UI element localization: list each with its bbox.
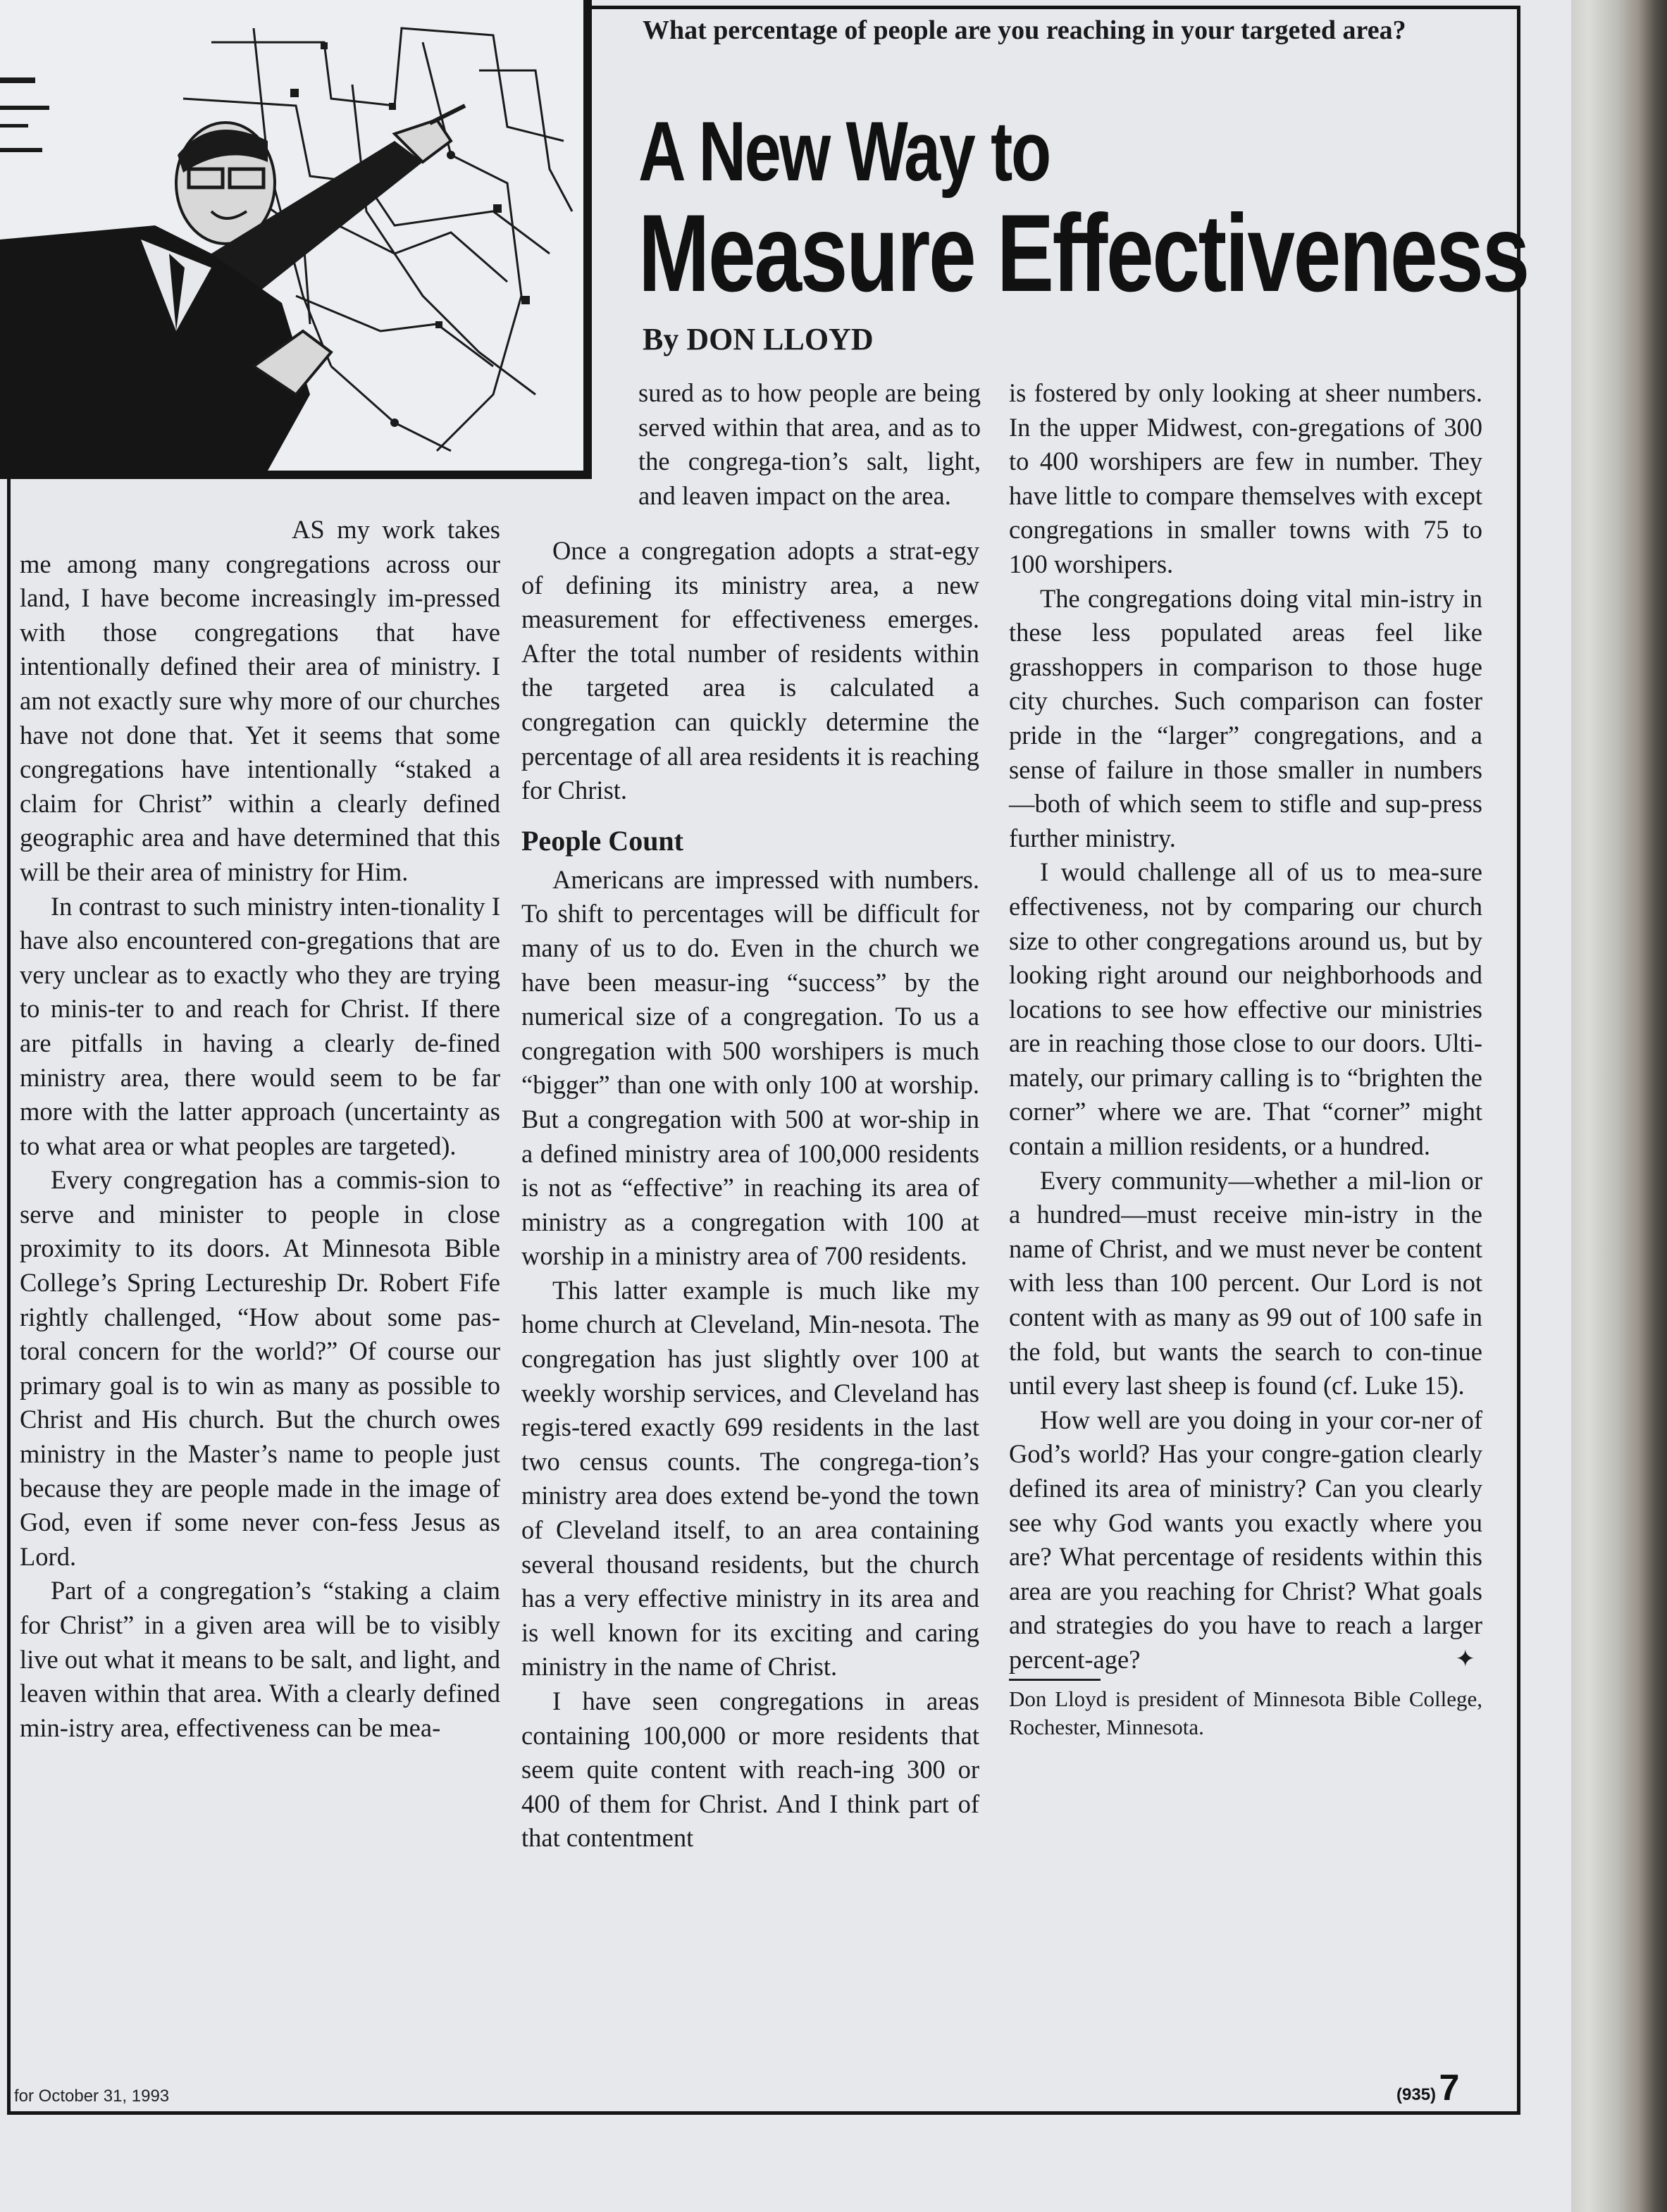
column-3	[1009, 376, 1482, 1741]
paragraph: This latter example is much like my home church at Cleveland, Min-nesota. The congregation has just slightly over 100 at weekly worship services, and Cleveland has regis-tered exactly 699 residents in the last two census counts. The congrega-tion’s ministry area does extend be-yond the town of Cleveland itself, to an area containing several thousand residents, but the church has a very effective ministry in its area and is well known for its exciting and caring ministry in the name of Christ.	[521, 1275, 979, 1682]
column-2-top	[638, 376, 981, 513]
paragraph: The congregations doing vital min-istry in these less populated areas feel like grasshoppers in comparison to those huge city churches. Such comparison can foster pride in the “larger” congregations, and a sense of failure in those smaller in numbers—both of which seem to stifle and sup-press further ministry.	[1009, 583, 1482, 852]
title-line-1: A New Way to	[638, 104, 1050, 199]
four-point-star-icon: ✦	[1455, 1646, 1475, 1672]
paragraph: is fostered by only looking at sheer numbers. In the upper Midwest, con-gregations of 300 to 400 worshipers are few in number. They have little to compare themselves with except congregations in smaller towns with 75 to 100 worshipers.	[1009, 378, 1482, 578]
divider	[1009, 1679, 1101, 1681]
byline: By DON LLOYD	[643, 322, 874, 356]
paragraph: Once a congregation adopts a strat-egy of defining its ministry area, a new measurement for effectiveness emerges. After the total number of residents within the targeted area is calculated a congregation can quickly determine the percentage of all area residents it is reaching for Christ.	[521, 536, 979, 805]
column-1	[20, 513, 500, 1745]
paragraph: Every congregation has a commis-sion to serve and minister to people in close proximity to its doors. At Minnesota Bible College’s Spring Lectureship Dr. Robert Fife rightly challenged, “How about some pas-toral concern for the world?” Of course our primary goal is to win as many as possible to Christ and His church. But the church owes ministry in the Master’s name to people just because they are people made in the image of God, even if some never con-fess Jesus as Lord.	[20, 1165, 500, 1571]
adjacent-page-edge	[1571, 0, 1667, 2212]
page-number-small: (935)	[1396, 2085, 1437, 2104]
paragraph: sured as to how people are being served within that area, and as to the congrega-tion’s salt, light, and leaven impact on the area.	[638, 378, 981, 510]
kicker: What percentage of people are you reaching in your targeted area?	[643, 15, 1406, 45]
page-number-large: 7	[1439, 2068, 1460, 2108]
paragraph	[1009, 1403, 1482, 1677]
illustration	[0, 0, 592, 479]
paragraph: I would challenge all of us to mea-sure effectiveness, not by comparing our church size to other congregations around us, but by looking right around our neighborhoods and locations to see how effective our ministries are in reaching those close to our doors. Ulti-mately, our primary calling is to “brighten the corner” where we are. That “corner” might contain a million residents, or a hundred.	[1009, 857, 1482, 1161]
issue-date: for October 31, 1993	[14, 2087, 170, 2106]
man-pointing-at-map-illustration	[0, 0, 583, 471]
author-bio: Don Lloyd is president of Minnesota Bible College, Rochester, Minnesota.	[1009, 1686, 1482, 1739]
paragraph: AS my work takes me among many congregations across our land, I have become increasingly im-pressed with those congregations that have intentionally defined their area of ministry. I am not exactly sure why more of our churches have not done that. Yet it seems that some congregations have intentionally “staked a claim for Christ” within a clearly defined geographic area and have determined that this will be their area of ministry for Him.	[20, 515, 500, 886]
page-number	[1396, 2067, 1459, 2109]
paragraph-text: How well are you doing in your cor-ner of God’s world? Has your congre-gation clearly defined its area of ministry? Can you clearly see why God wants you exactly where you are? What percentage of residents within this area are you reaching for Christ? What goals and strategies do you have to reach a larger percent-age?	[1009, 1405, 1482, 1674]
title-line-2: Measure Effectiveness	[638, 192, 1528, 315]
paragraph: Part of a congregation’s “staking a claim for Christ” in a given area will be to visibly live out what it means to be salt, and light, and leaven within that area. With a clearly defined min-istry area, effectiveness can be mea-	[20, 1576, 500, 1742]
column-2	[521, 514, 979, 1856]
paragraph: In contrast to such ministry inten-tionality I have also encountered con-gregations that are very unclear as to exactly who they are trying to minis-ter to and reach for Christ. If there are pitfalls in having a clearly de-fined ministry area, there would seem to be far more with the latter approach (uncertainty as to what area or what peoples are targeted).	[20, 891, 500, 1160]
paragraph: Every community—whether a mil-lion or a hundred—must receive min-istry in the name of Christ, and we must never be content with less than 100 percent. Our Lord is not content with as many as 99 out of 100 safe in the fold, but wants the search to con-tinue until every last sheep is found (cf. Luke 15).	[1009, 1165, 1482, 1400]
article-title	[638, 104, 1528, 315]
subhead: People Count	[521, 824, 683, 857]
paragraph: Americans are impressed with numbers. To shift to percentages will be difficult for many of us to do. Even in the church we have been measur-ing “success” by the numerical size of a congregation. To us a congregation with 500 worshipers is much “bigger” than one with only 100 at worship. But a congregation with 500 at wor-ship in a defined ministry area of 100,000 residents is not as “effective” in reaching its area of ministry as a congregation with 100 at worship in a ministry area of 700 residents.	[521, 864, 979, 1271]
paragraph: I have seen congregations in areas containing 100,000 or more residents that seem quite content with reach-ing 300 or 400 of them for Christ. And I think part of that contentment	[521, 1686, 979, 1853]
